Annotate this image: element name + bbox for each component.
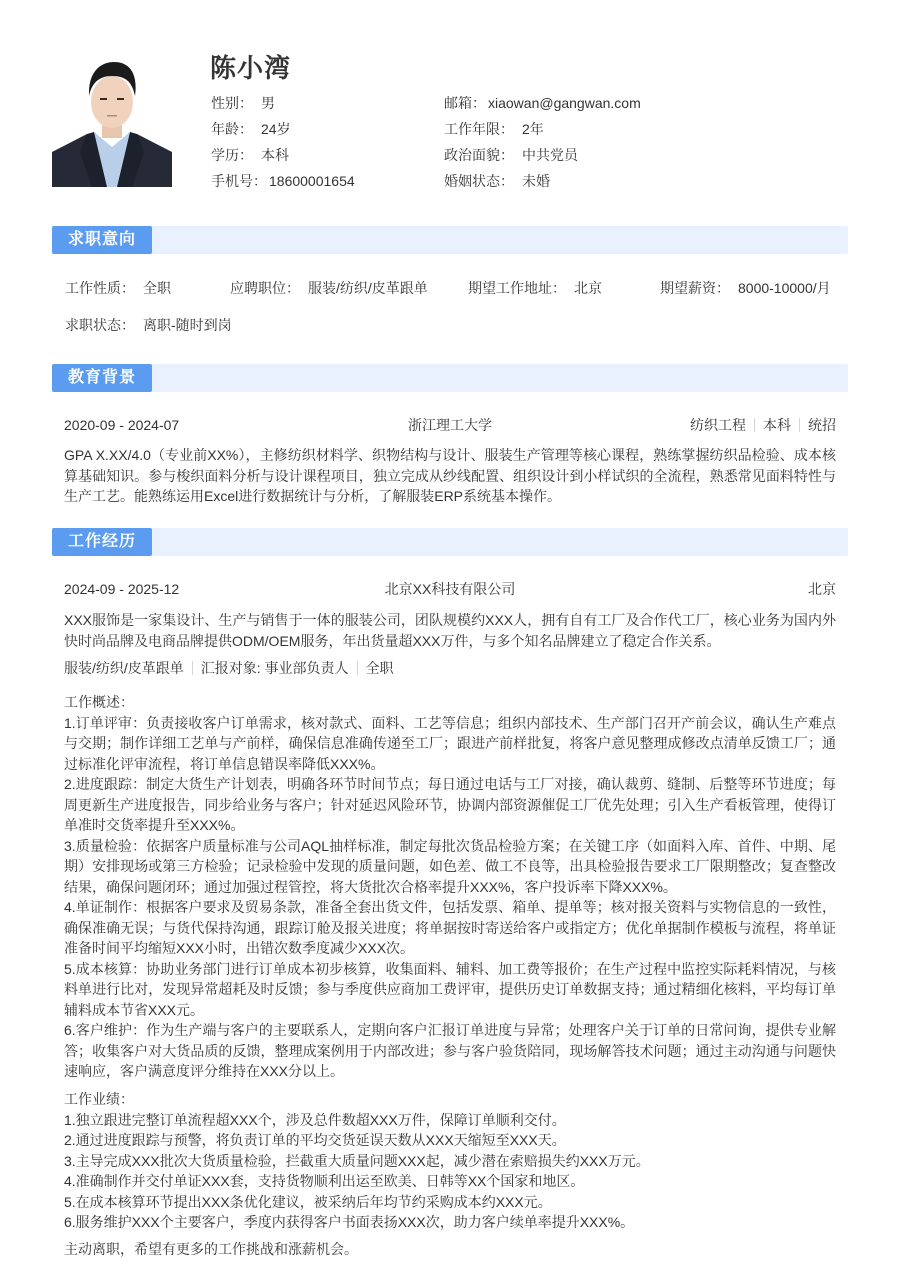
section-title: 教育背景 xyxy=(52,364,152,392)
info-phone xyxy=(211,170,355,196)
education-major: 纺织工程 xyxy=(690,417,746,433)
work-overview xyxy=(64,692,836,1082)
profile-photo xyxy=(52,52,172,187)
company-description-text: XXX服饰是一家集设计、生产与销售于一体的服装公司，团队规模约XXX人，拥有自有工厂及合作代工厂，核心业务为国内外快时尚品牌及电商品牌提供ODM/OEM服务，年出货量超XXX万件，与多个知名品牌建立了稳定合作关系。 xyxy=(64,612,836,649)
field-value: 北京 xyxy=(574,280,602,296)
overview-item: 1.订单评审：负责接收客户订单需求，核对款式、面料、工艺等信息；组织内部技术、生产部门召开产前会议，确认生产难点与交期；制作详细工艺单与产前样，确保信息准确传递至工厂；跟进产前样批复，将客户意见整理成修改点清单反馈工厂；通过标准化评审流程，将订单信息错误率降低XXX%。 xyxy=(64,714,836,772)
achievement-item: 2.通过进度跟踪与预警，将负责订单的平均交货延误天数从XXX天缩短至XXX天。 xyxy=(64,1132,566,1148)
work-achievements-title: 工作业绩： xyxy=(64,1091,134,1107)
info-value: 本科 xyxy=(261,147,289,163)
education-description xyxy=(64,445,836,507)
work-job-category: 服装/纺织/皮革跟单 xyxy=(64,660,184,676)
divider xyxy=(754,418,755,432)
achievement-item: 1.独立跟进完整订单流程超XXX个，涉及总件数超XXX万件，保障订单顺利交付。 xyxy=(64,1111,566,1128)
field-label: 应聘职位： xyxy=(230,280,300,296)
intention-location xyxy=(468,278,602,298)
intention-work-type xyxy=(65,278,171,298)
section-header-education xyxy=(52,364,848,392)
info-value: 未婚 xyxy=(522,173,550,189)
person-photo-icon xyxy=(52,52,172,187)
info-value: 18600001654 xyxy=(269,173,355,189)
info-email xyxy=(444,92,641,118)
field-label: 期望薪资： xyxy=(660,280,730,296)
section-title: 求职意向 xyxy=(52,226,152,254)
field-label: 工作性质： xyxy=(65,280,135,296)
work-summary-row xyxy=(64,578,836,600)
basic-info-right xyxy=(444,92,641,196)
field-value: 服装/纺织/皮革跟单 xyxy=(308,280,428,296)
achievement-item: 6.服务维护XXX个主要客户，季度内获得客户书面表扬XXX次，助力客户续单率提升XXX%。 xyxy=(64,1214,635,1230)
field-value: 离职-随时到岗 xyxy=(143,317,232,333)
field-value: 8000-10000/月 xyxy=(738,280,831,296)
divider xyxy=(357,661,358,675)
work-overview-title: 工作概述： xyxy=(64,694,134,710)
info-label: 工作年限： xyxy=(444,121,514,137)
info-political-status xyxy=(444,144,641,170)
intention-status xyxy=(65,315,232,335)
work-period: 2024-09 - 2025-12 xyxy=(64,581,180,597)
info-value: 男 xyxy=(261,95,275,111)
work-tags xyxy=(64,657,394,679)
education-enrollment: 统招 xyxy=(808,417,836,433)
overview-item: 6.客户维护：作为生产端与客户的主要联系人，定期向客户汇报订单进度与异常；处理客户关于订单的日常问询，提供专业解答；收集客户对大货品质的反馈，整理成案例用于内部改进；参与客户验货陪同，现场解答技术问题；通过主动沟通与问题快速响应，客户满意度评分维持在XXX分以上。 xyxy=(64,1022,836,1079)
education-summary-row xyxy=(64,414,836,436)
section-title: 工作经历 xyxy=(52,528,152,556)
education-school: 浙江理工大学 xyxy=(408,417,492,433)
info-label: 邮箱： xyxy=(444,95,486,111)
overview-item: 5.成本核算：协助业务部门进行订单成本初步核算，收集面料、辅料、加工费等报价；在生产过程中监控实际耗料情况，与核料单进行比对，发现异常超耗及时反馈；参与季度供应商加工费评审，提供历史订单数据支持；通过精细化核料，平均每订单辅料成本节省XXX元。 xyxy=(64,960,836,1018)
info-label: 年龄： xyxy=(211,121,253,137)
education-period: 2020-09 - 2024-07 xyxy=(64,417,180,433)
leave-reason-text: 主动离职，希望有更多的工作挑战和涨薪机会。 xyxy=(64,1241,358,1257)
education-degree: 本科 xyxy=(763,417,791,433)
divider xyxy=(799,418,800,432)
info-age xyxy=(211,118,355,144)
info-value: 2年 xyxy=(522,121,544,137)
info-label: 手机号： xyxy=(211,173,267,189)
overview-item: 3.质量检验：依据客户质量标准与公司AQL抽样标准，制定每批次货品检验方案；在关键工序（如面料入库、首件、中期、尾期）安排现场或第三方检验；记录检验中发现的质量问题，如色差、做工不良等，出具检验报告要求工厂限期整改；复查整改结果，确保问题闭环；通过加强过程管控，将大货批次合格率提升XXX%，客户投诉率下降XXX%。 xyxy=(64,837,836,895)
achievement-item: 3.主导完成XXX批次大货质量检验，拦截重大质量问题XXX起，减少潜在索赔损失约XXX万元。 xyxy=(64,1152,650,1169)
info-label: 婚姻状态： xyxy=(444,173,514,189)
overview-item: 4.单证制作：根据客户要求及贸易条款，准备全套出货文件，包括发票、箱单、提单等；核对报关资料与实物信息的一致性，确保准确无误；与货代保持沟通，跟踪订舱及报关进度；将单据按时寄送给客户或指定方；优化单据制作模板与流程，将单证准备时间平均缩短XXX小时，出错次数季度减少XXX次。 xyxy=(64,899,836,956)
work-location: 北京 xyxy=(808,581,836,597)
info-value: 中共党员 xyxy=(522,147,578,163)
info-degree xyxy=(211,144,355,170)
info-label: 政治面貌： xyxy=(444,147,514,163)
section-header-intention xyxy=(52,226,848,254)
work-company: 北京XX科技有限公司 xyxy=(384,581,516,597)
intention-salary xyxy=(660,278,831,298)
work-job-type: 全职 xyxy=(365,660,394,676)
achievement-item: 5.在成本核算环节提出XXX条优化建议，被采纳后年均节约采购成本约XXX元。 xyxy=(64,1193,552,1210)
field-value: 全职 xyxy=(143,280,171,296)
overview-item: 2.进度跟踪：制定大货生产计划表，明确各环节时间节点；每日通过电话与工厂对接，确认裁剪、缝制、后整等环节进度；每周更新生产进度报告，同步给业务与客户；针对延迟风险环节，协调内部资源催促工厂优先处理；引入生产看板管理，使得订单准时交货率提升至XXX%。 xyxy=(64,776,836,833)
intention-position xyxy=(230,278,428,298)
divider xyxy=(192,661,193,675)
work-achievements xyxy=(64,1089,836,1233)
field-label: 求职状态： xyxy=(65,317,135,333)
leave-reason xyxy=(64,1239,836,1260)
field-label: 期望工作地址： xyxy=(468,280,566,296)
info-value: 24岁 xyxy=(261,121,291,137)
company-description xyxy=(64,610,836,651)
candidate-name: 陈小湾 xyxy=(210,53,292,83)
info-experience-years xyxy=(444,118,641,144)
work-report-to: 汇报对象: 事业部负责人 xyxy=(200,660,349,676)
education-description-text: GPA X.XX/4.0（专业前XX%），主修纺织材料学、织物结构与设计、服装生产管理等核心课程，熟练掌握纺织品检验、成本核算基础知识。参与梭织面料分析与设计课程项目，独立完成从纱线配置、组织设计到小样试织的全流程，熟悉常见面料特性与生产工艺。能熟练运用Excel进行数据统计与分析，了解服装ERP系统基本操作。 xyxy=(64,447,836,504)
info-value: xiaowan@gangwan.com xyxy=(488,95,641,111)
info-gender xyxy=(211,92,355,118)
section-header-work xyxy=(52,528,848,556)
education-tags xyxy=(690,414,836,436)
achievement-item: 4.准确制作并交付单证XXX套，支持货物顺利出运至欧美、日韩等XX个国家和地区。 xyxy=(64,1173,585,1189)
info-marital-status xyxy=(444,170,641,196)
info-label: 学历： xyxy=(211,147,253,163)
info-label: 性别： xyxy=(211,95,253,111)
basic-info-left xyxy=(211,92,355,196)
